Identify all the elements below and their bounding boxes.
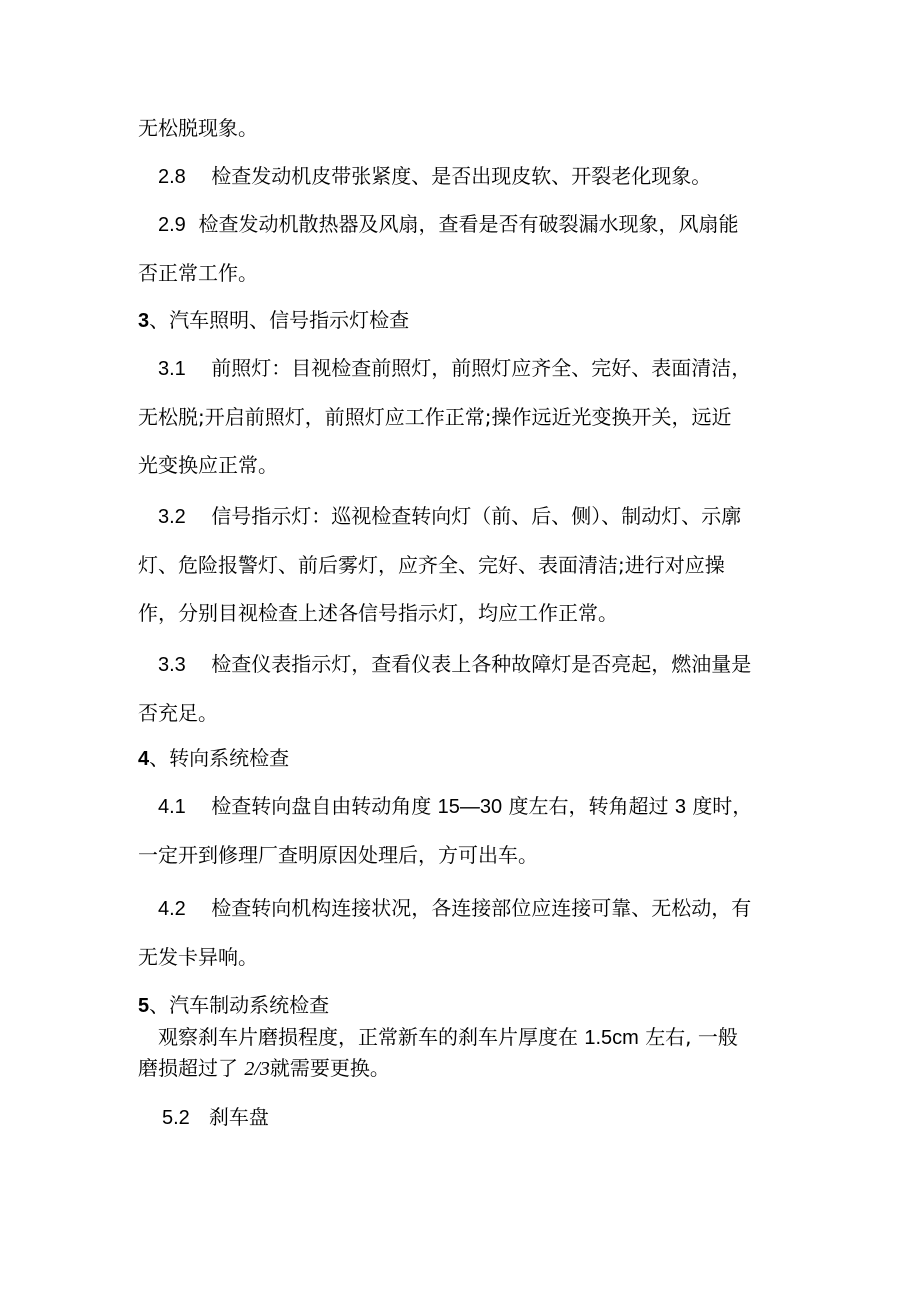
section-text: 光变换应正常。 — [138, 453, 278, 477]
heading-number: 3 — [138, 310, 150, 332]
section-number: 2.9 — [158, 214, 186, 236]
section-text: 刹车盘 — [208, 1105, 269, 1129]
section-number: 3.2 — [158, 506, 186, 528]
section-text: 观察刹车片磨损程度，正常新车的刹车片厚度在 — [158, 1025, 578, 1049]
section-value: 1.5cm — [584, 1027, 639, 1049]
section-text: 否充足。 — [138, 701, 218, 725]
section-text: 度左右，转角超过 — [508, 794, 669, 818]
section-value: 3 — [674, 796, 686, 818]
section-text: 就需要更换。 — [269, 1056, 390, 1080]
heading-text: 、汽车制动系统检查 — [149, 993, 330, 1017]
section-4-2 — [138, 884, 788, 981]
heading-section-4 — [138, 743, 289, 774]
section-text: 检查转向机构连接状况，各连接部位应连接可靠、无松动，有 — [211, 896, 752, 920]
section-text: 否正常工作。 — [138, 261, 258, 285]
section-text: 无发卡异响。 — [138, 945, 258, 969]
section-text: 检查仪表指示灯，查看仪表上各种故障灯是否亮起，燃油量是 — [211, 652, 752, 676]
section-text: 灯、危险报警灯、前后雾灯，应齐全、完好、表面清洁;进行对应操 — [138, 553, 725, 577]
section-number: 3.3 — [158, 654, 186, 676]
section-number: 2.8 — [158, 166, 186, 188]
section-text: 检查转向盘自由转动角度 — [211, 794, 432, 818]
section-text: 一定开到修理厂查明原因处理后，方可出车。 — [138, 843, 538, 867]
section-text: 作，分别目视检查上述各信号指示灯，均应工作正常。 — [138, 601, 618, 625]
section-3-3 — [138, 640, 788, 737]
section-text: 前照灯：目视检查前照灯，前照灯应齐全、完好、表面清洁， — [211, 356, 752, 380]
heading-number: 5 — [138, 995, 150, 1017]
section-2-9 — [138, 200, 788, 297]
section-text: 磨损超过了 — [138, 1056, 238, 1080]
section-value: 2/3 — [244, 1058, 270, 1080]
paragraph-continuation — [138, 104, 788, 152]
section-3-1 — [138, 344, 788, 489]
section-5-paragraph — [138, 1022, 788, 1084]
section-number: 5.2 — [162, 1107, 190, 1129]
section-2-8 — [138, 152, 788, 201]
heading-section-3 — [138, 305, 409, 336]
section-5-2 — [138, 1093, 788, 1142]
section-text: 检查发动机散热器及风扇，查看是否有破裂漏水现象，风扇能 — [198, 212, 739, 236]
heading-text: 、汽车照明、信号指示灯检查 — [149, 308, 410, 332]
section-value: 15—30 — [437, 796, 503, 818]
section-text: 无松脱;开启前照灯，前照灯应工作正常;操作远近光变换开关，远近 — [138, 405, 732, 429]
section-text: 左右, 一般 — [645, 1025, 738, 1049]
section-text: 信号指示灯：巡视检查转向灯（前、后、侧）、制动灯、示廓 — [211, 504, 742, 528]
section-text: 度时， — [692, 794, 753, 818]
heading-number: 4 — [138, 748, 150, 770]
section-number: 4.1 — [158, 796, 186, 818]
section-number: 3.1 — [158, 358, 186, 380]
heading-section-5 — [138, 990, 329, 1021]
section-3-2 — [138, 492, 788, 637]
heading-text: 、转向系统检查 — [149, 746, 290, 770]
section-4-1 — [138, 782, 788, 879]
section-number: 4.2 — [158, 898, 186, 920]
section-text: 检查发动机皮带张紧度、是否出现皮软、开裂老化现象。 — [211, 164, 712, 188]
text-line: 无松脱现象。 — [138, 116, 258, 140]
